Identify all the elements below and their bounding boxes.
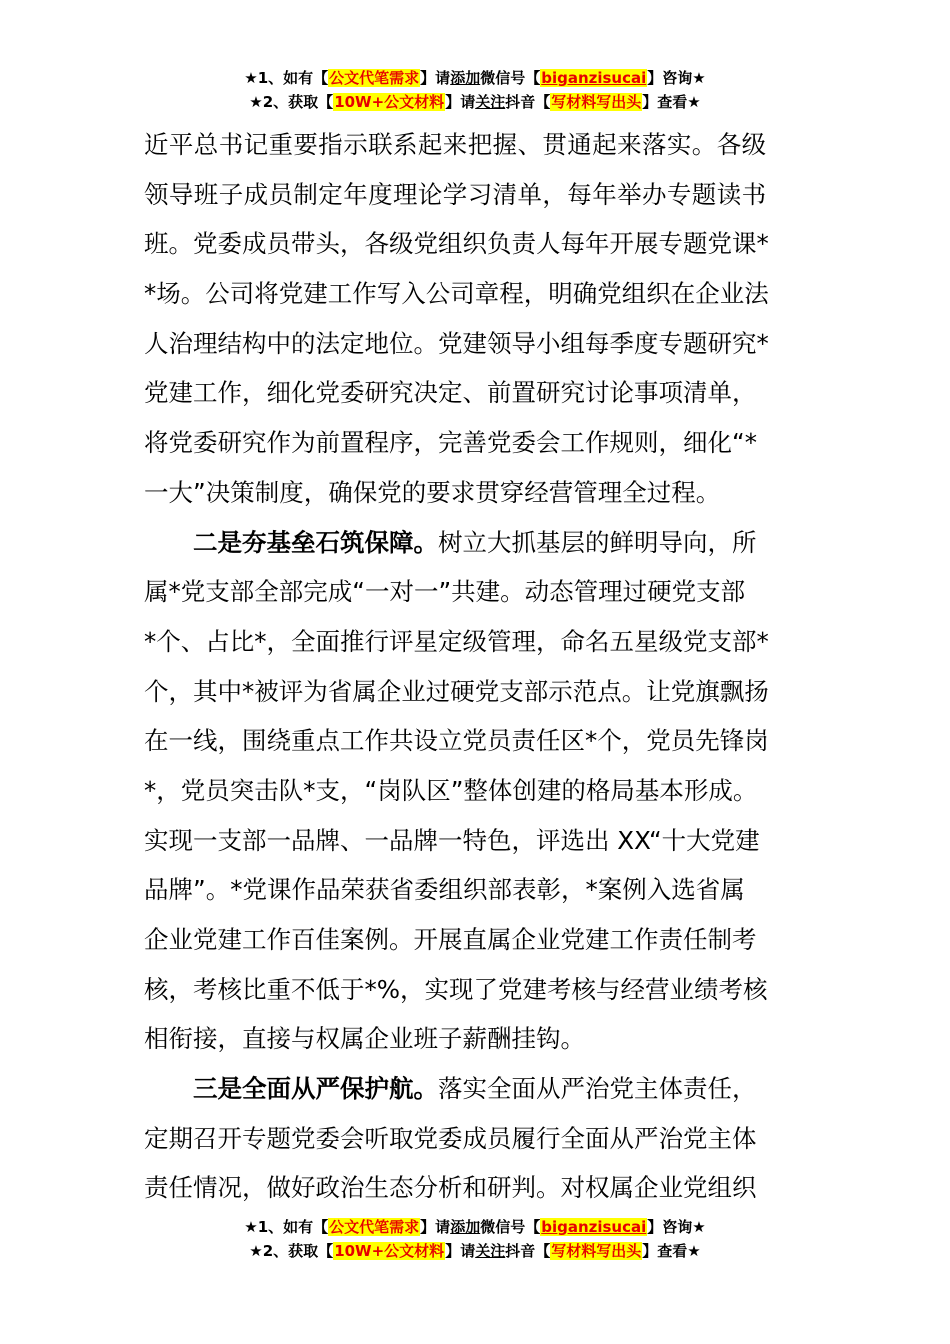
promo-text: 】请 (420, 1218, 451, 1236)
text-line: 将党委研究作为前置程序，完善党委会工作规则，细化“* (144, 428, 757, 458)
text-line: 企业党建工作百佳案例。开展直属企业党建工作责任制考 (144, 925, 757, 954)
paragraph-2-first-line (144, 518, 816, 568)
promo-highlight: 公文代笔需求 (329, 1218, 420, 1236)
text-line: 近平总书记重要指示联系起来把握、贯通起来落实。各级 (144, 130, 767, 159)
text-line: 品牌”。*党课作品荣获省委组织部表彰，*案例入选省属 (144, 875, 745, 905)
promo-text: 抖音【 (505, 1242, 551, 1260)
promo-line-1 (0, 1215, 950, 1239)
section-lead: 三是全面从严保护航。 (193, 1074, 438, 1104)
wechat-id[interactable]: biganzisucai (541, 69, 647, 87)
douyin-account[interactable]: 写材料写出头 (551, 1242, 642, 1260)
text-line: *场。公司将党建工作写入公司章程，明确党组织在企业法 (144, 279, 769, 309)
text-line: 党建工作，细化党委研究决定、前置研究讨论事项清单， (144, 378, 757, 408)
text-line: 班。党委成员带头，各级党组织负责人每年开展专题党课* (144, 229, 769, 259)
wechat-id[interactable]: biganzisucai (541, 1218, 647, 1236)
text-run: 树立大抓基层的鲜明导向，所 (438, 527, 757, 557)
promo-text: ★1、如有【 (244, 1218, 329, 1236)
promo-text: 】查看★ (642, 93, 701, 111)
douyin-account[interactable]: 写材料写出头 (551, 93, 642, 111)
text-line: 一大”决策制度，确保党的要求贯穿经营管理全过程。 (144, 477, 721, 507)
promo-text: 】请 (445, 93, 476, 111)
text-line: *个、占比*，全面推行评星定级管理，命名五星级党支部* (144, 626, 769, 656)
text-run: 落实全面从严治党主体责任， (438, 1074, 757, 1104)
promo-highlight: 公文代笔需求 (329, 69, 420, 87)
promo-text: 】咨询★ (647, 69, 706, 87)
text-line: 个，其中*被评为省属企业过硬党支部示范点。让党旗飘扬 (144, 676, 769, 706)
promo-text: 】咨询★ (647, 1218, 706, 1236)
promo-line-2 (0, 1239, 950, 1263)
text-line: 在一线，围绕重点工作共设立党员责任区*个，党员先锋岗 (144, 726, 769, 756)
promo-text: 】请 (420, 69, 451, 87)
document-body (144, 120, 816, 1213)
promo-text: 】请 (445, 1242, 476, 1260)
promo-text: 微信号【 (480, 1218, 541, 1236)
text-line: 领导班子成员制定年度理论学习清单，每年举办专题读书 (144, 179, 767, 209)
section-lead: 二是夯基垒石筑保障。 (193, 527, 438, 557)
text-line: 实现一支部一品牌、一品牌一特色，评选出 XX“十大党建 (144, 825, 760, 855)
promo-text: 抖音【 (505, 93, 551, 111)
text-line: 属*党支部全部完成“一对一”共建。动态管理过硬党支部 (144, 577, 746, 607)
paragraph-3-first-line (144, 1064, 816, 1114)
promo-emphasis: 关注 (475, 1242, 506, 1260)
promo-highlight: 10W+公文材料 (334, 93, 445, 111)
promo-line-1 (0, 66, 950, 90)
text-line: *，党员突击队*支，“岗队区”整体创建的格局基本形成。 (144, 775, 758, 805)
promo-line-2 (0, 90, 950, 114)
promo-text: ★2、获取【 (249, 93, 334, 111)
promo-emphasis: 添加 (450, 69, 481, 87)
promo-text: ★1、如有【 (244, 69, 329, 87)
text-line: 人治理结构中的法定地位。党建领导小组每季度专题研究* (144, 328, 769, 358)
text-line: 相衔接，直接与权属企业班子薪酬挂钩。 (144, 1024, 585, 1054)
footer-promo-banner (0, 1215, 950, 1263)
text-line: 核，考核比重不低于*%，实现了党建考核与经营业绩考核 (144, 974, 768, 1004)
promo-text: 微信号【 (480, 69, 541, 87)
header-promo-banner (0, 66, 950, 114)
promo-emphasis: 添加 (450, 1218, 481, 1236)
text-line: 定期召开专题党委会听取党委成员履行全面从严治党主体 (144, 1123, 757, 1153)
promo-emphasis: 关注 (475, 93, 506, 111)
text-line: 责任情况，做好政治生态分析和研判。对权属企业党组织 (144, 1173, 757, 1203)
promo-text: ★2、获取【 (249, 1242, 334, 1260)
promo-highlight: 10W+公文材料 (334, 1242, 445, 1260)
promo-text: 】查看★ (642, 1242, 701, 1260)
